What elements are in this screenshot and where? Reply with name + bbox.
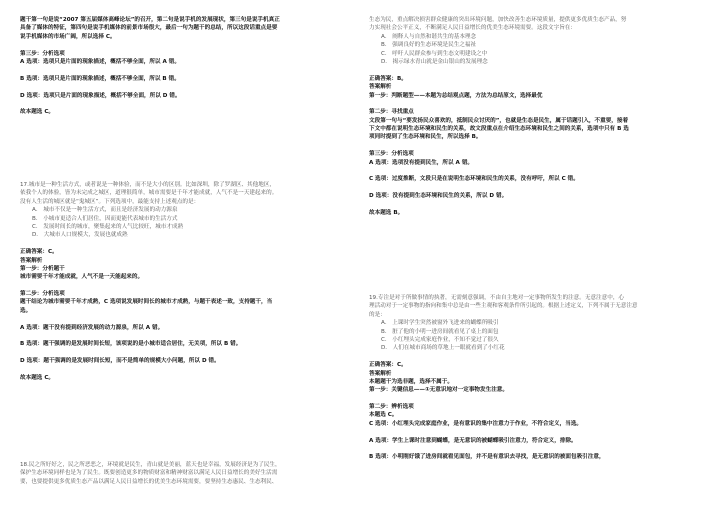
text-line: B 选项：小明刚好饿了进房间就看见面包，并不是有意识去寻找，是无意识的被面包吸引注意， [369,454,605,461]
option-line: D． 人们在城市商场的草地上一眼就看到了小红花 [381,345,505,352]
text-line: B 选项：选项只是片面的现象描述，概括不够全面，所以 B 错。 [20,75,180,82]
text-line: 故本题选 C。 [20,109,55,116]
text-line: 本题题干为选非题，选择不属于。 [369,378,453,385]
text-line: 要，也要提供更多优质生态产品以满足人民日益增长的优美生态环境需要，要坚持生态惠民、生态利民、 [20,478,278,485]
paragraph-gap [369,201,699,209]
text-line: 项同时提到了生态环境和民生，所以选择 B。 [369,134,482,141]
option-line: B． 脏了他的小明一进房间就看见了桌上的面包 [381,328,499,335]
text-line: 下文中都在说明生态环境和民生的关系，故文段重点在介绍生态环境和民生之间的关系，选项中只有 B 选 [369,126,629,133]
text-line: 第二步：寻找重点 [369,109,414,116]
q16-analysis [20,16,350,117]
q17-question [20,181,350,382]
text-line: 答案解析 [20,257,43,264]
paragraph-gap [20,366,350,374]
option-line: C． 呼吁人民群众参与到生态文明建设之中 [381,50,488,57]
text-line: 选。 [20,307,32,314]
paragraph-gap [369,167,699,175]
text-line: 的是： [369,311,386,318]
text-line: 第三步：分析选项 [20,50,65,57]
text-line: 文段第一句与“要发扬民众喜欢的，抵制民众讨厌的”，也就是生态是民生，属于话题引入，不重要，接着 [369,117,629,124]
paragraph-gap [369,184,699,192]
option-line: A． 城市不仅是一种生活方式，而且是经济发展的动力源泉 [32,207,178,214]
option-line: C． 发展时间长的城市，聚集起来的人气比较旺，城市才成熟 [32,223,184,230]
paragraph-gap [369,66,699,74]
text-line: A 选项：选项没有提到民生，所以 A 错。 [369,159,474,166]
option-line: C． 小红埋头完成家庭作业，不知不觉过了很久 [381,336,499,343]
text-line: 理活动对于一定事物的指向和集中总是由一些主观和客观条件所引起的。根据上述定义，下列不属于无意注意 [369,303,638,310]
option-line: D． 揭示绿水青山就是金山银山的发展理念 [381,58,488,65]
text-line: 具备了媒体的特征，第四句是说手机媒体的前景市场很大，最后一句为题干的总结，所以这段话重点是要 [20,25,278,32]
text-line: 正确答案：B。 [369,75,407,82]
paragraph-gap [20,66,350,74]
text-line: 正确答案：C。 [369,362,407,369]
text-line: 城市需要千年才能成就，人气不是一天能起来的。 [20,274,144,281]
paragraph-gap [369,100,699,108]
option-line: D． 大城市人口规模大，发展也就成熟 [32,232,128,239]
text-line: B 选项：题干强调的是发展时间长短，该项说的是小城市适合居住，无关项，所以 B 错。 [20,341,242,348]
paragraph-gap [20,100,350,108]
text-line: A 选项：选项只是片面的现象描述，概括不够全面，所以 A 错。 [20,58,180,65]
text-line: 19.专注是对于所做事情的执著，无需刻意强调，不由自主地对一定事物所发生的注意。无意注意中，心 [369,295,625,301]
paragraph-gap [20,349,350,357]
text-line: 18.民之所好好之，民之所恶恶之，环境就是民生，青山就是美丽，蓝天也是幸福，发展经济是为了民生， [20,462,281,468]
text-line: 说手机媒体的市场广阔，所以选择 C。 [20,33,116,40]
text-line: 正确答案：C。 [20,249,58,256]
option-line: A． 阐释人与自然和谐共生的基本理念 [381,33,477,40]
text-line: 题干第一句是说“2007 第五届媒体高峰论坛”的召开，第二句是说手机的发展现状，第三句是说手机真正 [20,17,280,23]
paragraph-gap [369,142,699,150]
paragraph-gap [20,83,350,91]
text-line: 第三步：分析选项 [369,151,414,158]
q18-analysis [369,16,699,217]
text-line: 保护生态环境同样也是为了民生。既要创造更多的物质财富和精神财富以满足人民日益增长的美好生活需 [20,470,278,477]
paragraph-gap [369,428,699,436]
paragraph-gap [20,240,350,248]
text-line: 故本题选 B。 [369,209,404,216]
text-line: 答案解析 [369,370,392,377]
paragraph-gap [369,395,699,403]
paragraph-gap [20,315,350,323]
text-line: 故本题选 C。 [20,374,55,381]
text-line: D 选项：选项只是片面的现象描述，概括不够全面，所以 D 错。 [20,92,181,99]
text-line: 力实现社会公平正义，不断满足人民日益增长的优美生态环境需要。这段文字旨在： [369,25,576,32]
text-line: 17.城市是一种生活方式，或者说是一种体验，而不是大小的区别。比如深圳，除了罗湖区、其他地区， [20,182,276,188]
text-line: 第一步：分析题干 [20,265,65,272]
text-line: D 选项：题干强调的是发展时间长短，而不是简单的规模大小问题，所以 D 错。 [20,358,220,365]
text-line: 本题选 C。 [369,412,398,419]
text-line: 第一步：关键信息——①无意识地对一定事物发生注意。 [369,387,508,394]
paragraph-gap [369,353,699,361]
text-line: 第二步：辨析选项 [369,404,414,411]
text-line: C 选项：过度推断，文段只是在说明生态环境和民生的关系，没有呼吁，所以 C 错。 [369,176,579,183]
text-line: 依我个人的体验，皆为未完成之城区，道理很简单，城市需要是千年才能成就，人气不是一天建起来的。 [20,190,278,197]
text-line: 生态为民，重点解决损害群众健康的突出环境问题，加快改善生态环境质量，提供更多优质生态产品，努 [369,17,627,23]
paragraph-gap [20,332,350,340]
text-line: 题干结论为城市需要千年才成熟，C 选项说发展时间长的城市才成熟，与题干表述一致，支持题干，当 [20,299,273,306]
text-line: A 选项：学生上课时注意到蝴蝶，是无意识的被蝴蝶吸引注意力，符合定义，排除。 [369,437,577,444]
paragraph-gap [20,41,350,49]
text-line: 第一步：判断题型——本题为总结观点题，方法为总结原文，选择最优 [369,92,543,99]
text-line: A 选项：题干没有提到经济发展的动力源泉，所以 A 错。 [20,324,164,331]
text-line: 没有人生活的城区就是“鬼城区”。下列选项中，最能支持上述观点的是： [20,198,200,205]
q19-question [369,294,699,462]
paragraph-gap [20,282,350,290]
text-line: D 选项：没有提到生态环境和民生的关系，所以 D 错。 [369,193,508,200]
text-line: 答案解析 [369,84,392,91]
text-line: 第二步：分析选项 [20,291,65,298]
q18-question [20,461,350,486]
option-line: A． 上课时学生突然被窗外飞进来的蝴蝶所吸引 [381,320,499,327]
option-line: B． 小城市更适合人们居住，因而更能代表城市的生活方式 [32,215,178,222]
text-line: C 选项：小红埋头完成家庭作业，是有意识的集中注意力于作业，不符合定义，当选。 [369,420,583,427]
paragraph-gap [369,445,699,453]
option-line: B． 强调良好的生态环境是民生之福祉 [381,42,477,49]
